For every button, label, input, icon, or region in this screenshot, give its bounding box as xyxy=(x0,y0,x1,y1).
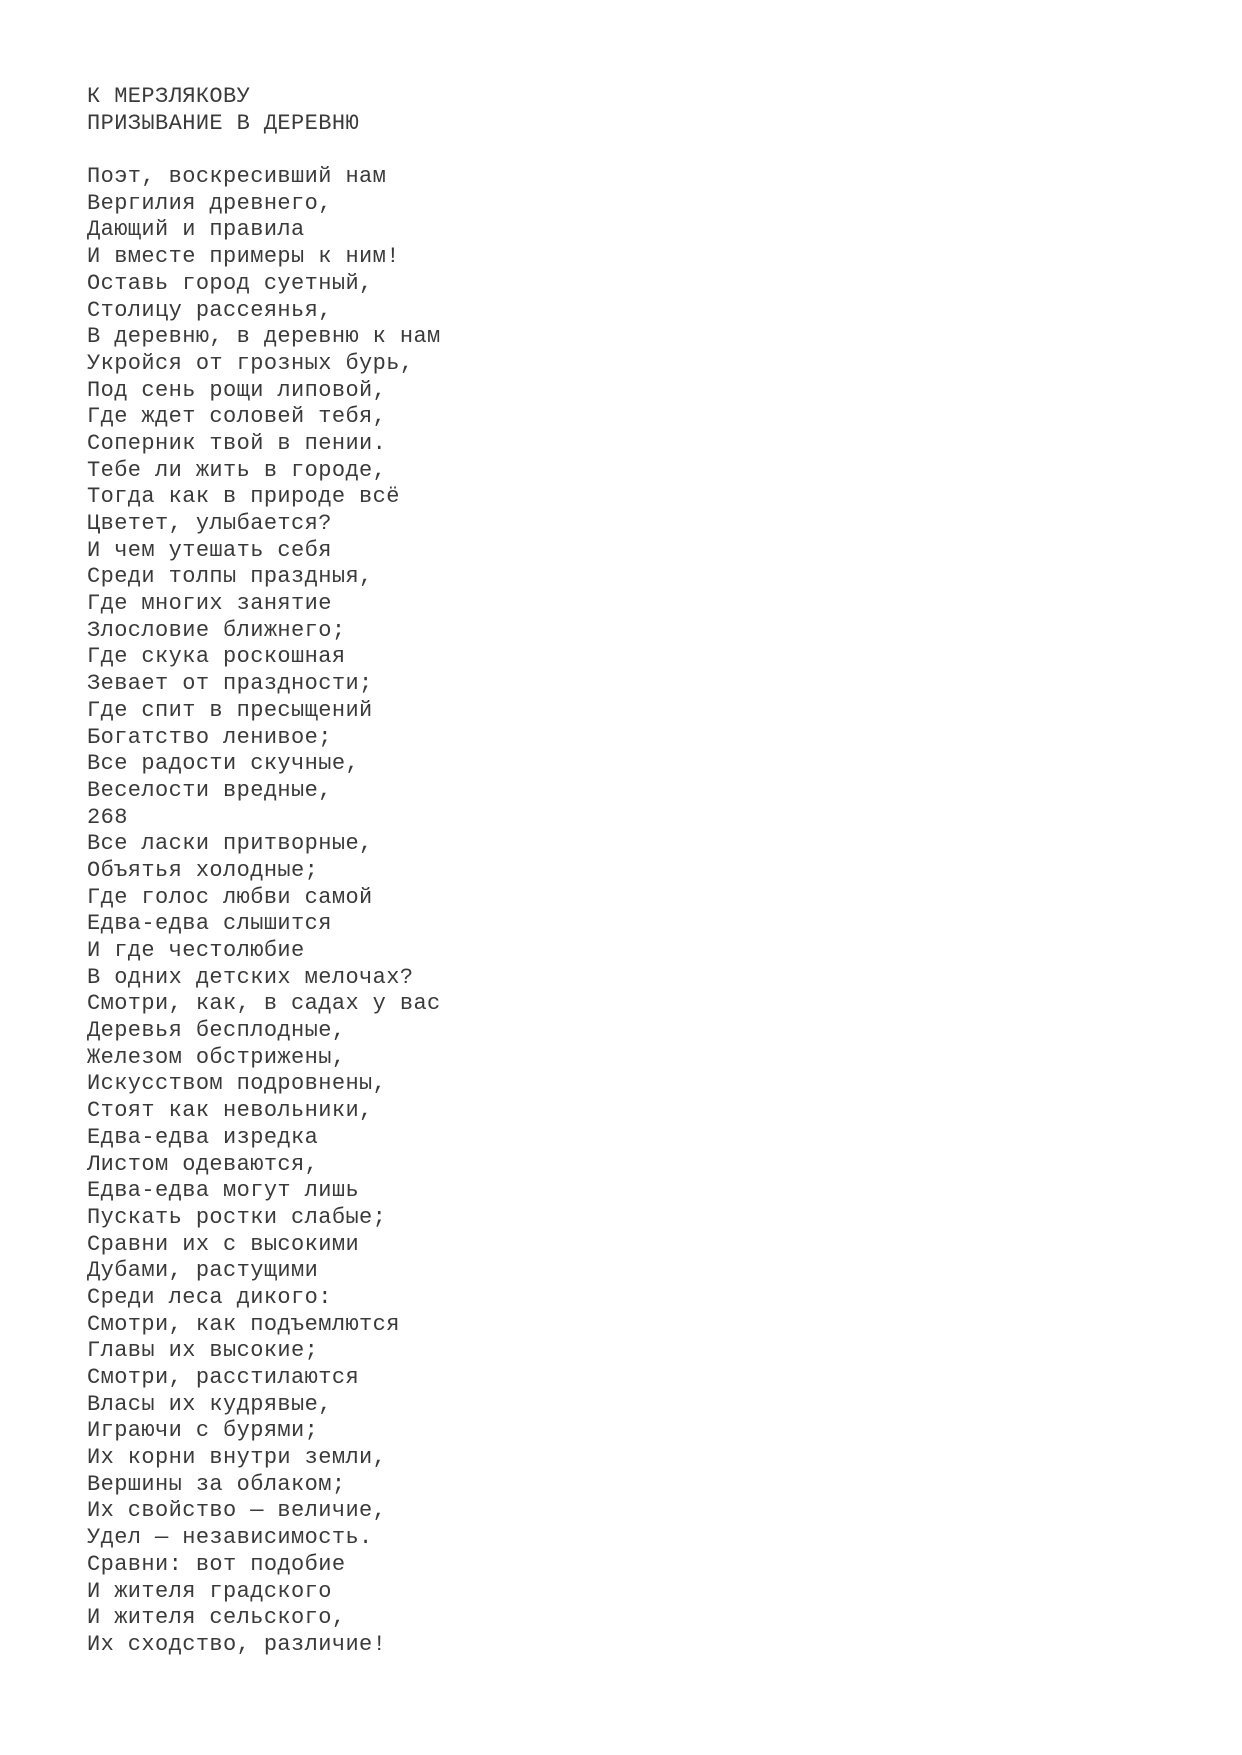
poem-line: Смотри, как подъемлются xyxy=(87,1311,400,1337)
poem-line: Едва-едва изредка xyxy=(87,1124,319,1150)
poem-line: Сравни: вот подобие xyxy=(87,1551,346,1577)
poem-line: В деревню, в деревню к нам xyxy=(87,324,441,350)
poem-line: Смотри, как, в садах у вас xyxy=(87,991,441,1017)
poem-line: Под сень рощи липовой, xyxy=(87,377,387,403)
poem-line: Их сходство, различие! xyxy=(87,1631,387,1657)
poem-line: Тогда как в природе всё xyxy=(87,484,400,510)
poem-line: Богатство ленивое; xyxy=(87,724,332,750)
poem-line: И жителя сельского, xyxy=(87,1605,346,1631)
poem-line: Где многих занятие xyxy=(87,591,332,617)
poem-line: Играючи с бурями; xyxy=(87,1418,319,1444)
poem-line: Главы их высокие; xyxy=(87,1338,319,1364)
poem-line: Среди леса дикого: xyxy=(87,1284,332,1310)
poem-line: Все ласки притворные, xyxy=(87,831,373,857)
poem-line: Едва-едва слышится xyxy=(87,911,332,937)
poem-line: Деревья бесплодные, xyxy=(87,1018,346,1044)
poem-line: И жителя градского xyxy=(87,1578,332,1604)
poem-line: Едва-едва могут лишь xyxy=(87,1178,360,1204)
poem-line: Вершины за облаком; xyxy=(87,1471,346,1497)
poem-line: Веселости вредные, xyxy=(87,777,332,803)
poem-line: Соперник твой в пении. xyxy=(87,430,387,456)
poem-line: И чем утешать себя xyxy=(87,537,332,563)
poem-line: Дающий и правила xyxy=(87,217,305,243)
poem-line: Поэт, воскресивший нам xyxy=(87,164,387,190)
poem-line: Искусством подровнены, xyxy=(87,1071,387,1097)
poem-line: Где голос любви самой xyxy=(87,884,373,910)
poem-line: Все радости скучные, xyxy=(87,751,360,777)
poem-line: Сравни их с высокими xyxy=(87,1231,360,1257)
poem-line: В одних детских мелочах? xyxy=(87,964,414,990)
poem-line: Стоят как невольники, xyxy=(87,1098,373,1124)
poem-line: Железом обстрижены, xyxy=(87,1044,346,1070)
poem-line: Зевает от праздности; xyxy=(87,671,373,697)
poem-line: И вместе примеры к ним! xyxy=(87,244,400,270)
poem-line: Объятья холодные; xyxy=(87,857,319,883)
poem-line: И где честолюбие xyxy=(87,938,305,963)
poem-line: Власы их кудрявые, xyxy=(87,1391,332,1417)
poem-line: Где скука роскошная xyxy=(87,644,346,670)
poem-line: Злословие ближнего; xyxy=(87,617,346,643)
poem-line: Оставь город суетный, xyxy=(87,270,373,296)
poem-line: Где спит в пресыщений xyxy=(87,697,373,723)
poem-line: Цветет, улыбается? xyxy=(87,511,332,536)
poem-line: Укройся от грозных бурь, xyxy=(87,350,414,376)
page-number: 268 xyxy=(87,804,128,830)
poem-dedication: К МЕРЗЛЯКОВУ xyxy=(87,84,251,109)
poem-line: Пускать ростки слабые; xyxy=(87,1204,387,1230)
poem-line: Смотри, расстилаются xyxy=(87,1365,360,1390)
poem-line: Где ждет соловей тебя, xyxy=(87,404,387,430)
poem-line: Среди толпы праздныя, xyxy=(87,564,373,590)
poem-line: Их свойство — величие, xyxy=(87,1498,387,1524)
poem-line: Их корни внутри земли, xyxy=(87,1445,387,1471)
poem-body xyxy=(87,164,1187,1659)
stanza-gap xyxy=(87,137,1187,164)
poem-line: Листом одеваются, xyxy=(87,1151,319,1177)
poem-line: Тебе ли жить в городе, xyxy=(87,457,387,483)
poem-line: Удел — независимость. xyxy=(87,1525,373,1551)
poem-line: Дубами, растущими xyxy=(87,1258,319,1284)
poem-title: ПРИЗЫВАНИЕ В ДЕРЕВНЮ xyxy=(87,110,360,136)
poem-line: Вергилия древнего, xyxy=(87,190,332,216)
poem-text xyxy=(87,84,1187,1659)
poem-line: Столицу рассеянья, xyxy=(87,297,332,323)
